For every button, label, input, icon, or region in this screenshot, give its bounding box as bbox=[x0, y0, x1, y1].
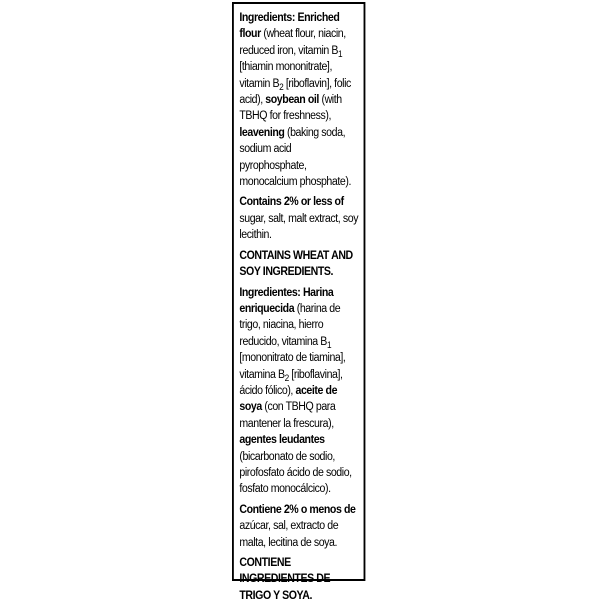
aceite-detail: (con TBHQ para mantener la frescura), bbox=[239, 401, 336, 430]
spanish-allergen-statement bbox=[239, 555, 360, 604]
harina-detail: (harina de trigo, niacina, hierro reducido, vitamina B bbox=[239, 302, 341, 348]
flour-detail-2: [thiamin mononitrate], vitamin B bbox=[239, 61, 332, 90]
contains-2pct-heading: Contains 2% or less of bbox=[239, 196, 344, 209]
ingredientes-heading: Ingredientes: bbox=[239, 286, 301, 299]
contiene-2pct-detail: azúcar, sal, extracto de malta, lecitina de soya. bbox=[239, 520, 339, 549]
harina-enriquecida: Harina enriquecida bbox=[239, 286, 334, 315]
harina-detail-2: [mononitrato de tiamina], vitamina B bbox=[239, 352, 346, 381]
allergen-text: CONTAINS WHEAT AND SOY INGREDIENTS. bbox=[239, 249, 353, 279]
contiene-2pct-heading: Contiene 2% o menos de bbox=[239, 503, 356, 516]
spanish-ingredients bbox=[239, 285, 360, 498]
contains-2pct-detail: sugar, salt, malt extract, soy lecithin. bbox=[239, 212, 359, 242]
agentes-detail: (bicarbonato de sodio, pirofosfato ácido de sodio, fosfato monocálcico). bbox=[239, 450, 352, 496]
subscript-2: 2 bbox=[279, 81, 284, 92]
ingredients-heading: Ingredients: bbox=[239, 12, 295, 24]
flour-detail: (wheat flour, niacin, reduced iron, vitamin B bbox=[239, 28, 346, 57]
ingredients-label bbox=[232, 2, 365, 602]
flour-detail-3: [riboflavin], folic acid), bbox=[239, 77, 351, 107]
subscript-2-es: 2 bbox=[284, 372, 289, 383]
enriched-flour: Enriched flour bbox=[239, 12, 340, 41]
english-ingredients bbox=[239, 10, 360, 190]
subscript-1: 1 bbox=[338, 48, 343, 59]
alergeno-text: CONTIENE INGREDIENTES DE TRIGO Y SOYA. bbox=[239, 557, 331, 602]
subscript-1-es: 1 bbox=[326, 339, 332, 350]
leavening: leavening bbox=[239, 126, 285, 139]
agentes-leudantes: agentes leudantes bbox=[239, 434, 325, 447]
soybean-detail: (with TBHQ for freshness), bbox=[239, 94, 342, 123]
english-contains-2pct bbox=[239, 194, 360, 243]
spanish-contiene-2pct bbox=[239, 502, 360, 551]
leavening-detail: (baking soda, sodium acid pyrophosphate, monocalcium phosphate). bbox=[239, 126, 351, 189]
harina-detail-3: [riboflavina], ácido fólico), bbox=[239, 368, 343, 397]
soybean-oil: soybean oil bbox=[265, 94, 319, 107]
aceite-de-soya: aceite de soya bbox=[239, 384, 338, 414]
english-allergen-statement bbox=[239, 248, 360, 281]
